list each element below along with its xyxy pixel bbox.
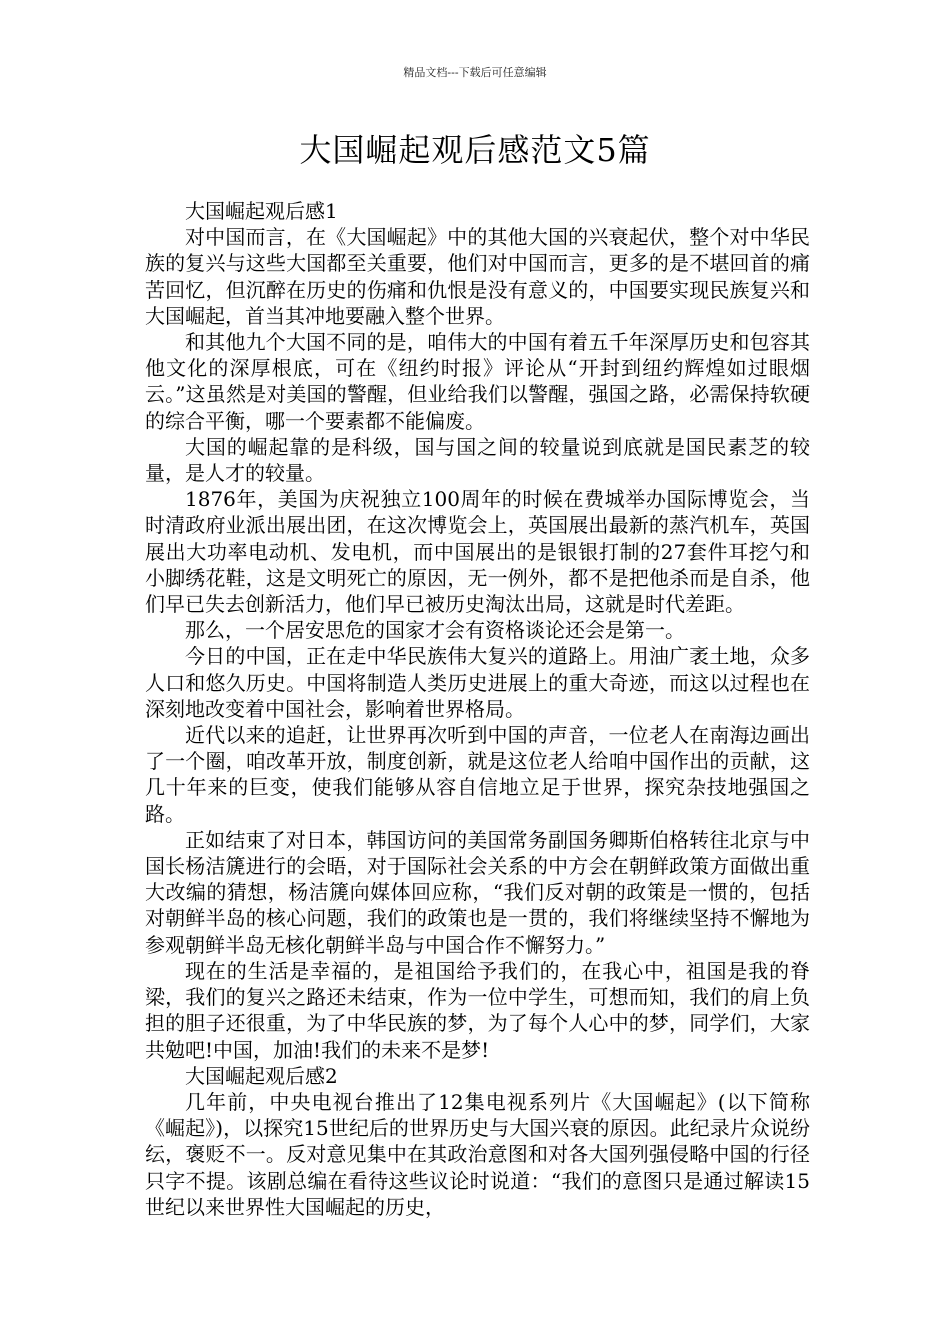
paragraph: 正如结束了对日本，韩国访问的美国常务副国务卿斯伯格转往北京与中国长杨洁篪进行的会晤，对于国际社会关系的中方会在朝鲜政策方面做出重大改编的猜想，杨洁篪向媒体回应称，“我们反对朝的政策是一惯的，包括对朝鲜半岛的核心问题，我们的政策也是一贯的，我们将继续坚持不懈地为参观朝鲜半岛无核化朝鲜半岛与中国合作不懈努力。” bbox=[145, 827, 810, 957]
paragraph: 和其他九个大国不同的是，咱伟大的中国有着五千年深厚历史和包容其他文化的深厚根底，可在《纽约时报》评论从“开封到纽约辉煌如过眼烟云。”这虽然是对美国的警醒，但业给我们以警醒，强国之路，必需保持软硬的综合平衡，哪一个要素都不能偏废。 bbox=[145, 330, 810, 433]
document-title: 大国崛起观后感范文5篇 bbox=[299, 131, 651, 169]
paragraph: 大国的崛起靠的是科级，国与国之间的较量说到底就是国民素芝的较量，是人才的较量。 bbox=[145, 434, 810, 486]
paragraph: 现在的生活是幸福的，是祖国给予我们的，在我心中，祖国是我的脊梁，我们的复兴之路还未结束，作为一位中学生，可想而知，我们的肩上负担的胆子还很重，为了中华民族的梦，为了每个人心中的梦，同学们，大家共勉吧!中国，加油!我们的未来不是梦! bbox=[145, 958, 810, 1062]
paragraph: 对中国而言，在《大国崛起》中的其他大国的兴衰起伏，整个对中华民族的复兴与这些大国都至关重要，他们对中国而言，更多的是不堪回首的痛苦回忆，但沉醉在历史的伤痛和仇恨是没有意义的，中国要实现民族复兴和大国崛起，首当其冲地要融入整个世界。 bbox=[145, 225, 810, 328]
paragraph: 1876年，美国为庆祝独立100周年的时候在费城举办国际博览会，当时清政府业派出展出团，在这次博览会上，英国展出最新的蒸汽机车，英国展出大功率电动机、发电机，而中国展出的是银银打制的27套件耳挖勺和小脚绣花鞋，这是文明死亡的原因，无一例外，都不是把他杀而是自杀，他们早已失去创新活力，他们早已被历史淘汰出局，这就是时代差距。 bbox=[145, 487, 810, 617]
section-heading: 大国崛起观后感2 bbox=[185, 1063, 338, 1088]
paragraph: 今日的中国，正在走中华民族伟大复兴的道路上。用油广袤土地，众多人口和悠久历史。中国将制造人类历史进展上的重大奇迹，而这以过程也在深刻地改变着中国社会，影响着世界格局。 bbox=[145, 644, 810, 721]
paragraph: 几年前，中央电视台推出了12集电视系列片《大国崛起》(以下简称《崛起》)，以探究15世纪后的世界历史与大国兴衰的原因。此纪录片众说纷纭，褒贬不一。反对意见集中在其政治意图和对各大国列强侵略中国的行径只字不提。该剧总编在看待这些议论时说道：“我们的意图只是通过解读15世纪以来世界性大国崛起的历史， bbox=[145, 1089, 810, 1219]
paragraph: 那么，一个居安思危的国家才会有资格谈论还会是第一。 bbox=[185, 618, 685, 643]
section-heading: 大国崛起观后感1 bbox=[185, 199, 338, 223]
header-note: 精品文档---下载后可任意编辑 bbox=[403, 66, 547, 79]
paragraph: 近代以来的追赶，让世界再次听到中国的声音，一位老人在南海边画出了一个圈，咱改革开放，制度创新，就是这位老人给咱中国作出的贡献，这几十年来的巨变，使我们能够从容自信地立足于世界，探究杂技地强国之路。 bbox=[145, 723, 810, 826]
document-body bbox=[145, 198, 810, 1220]
